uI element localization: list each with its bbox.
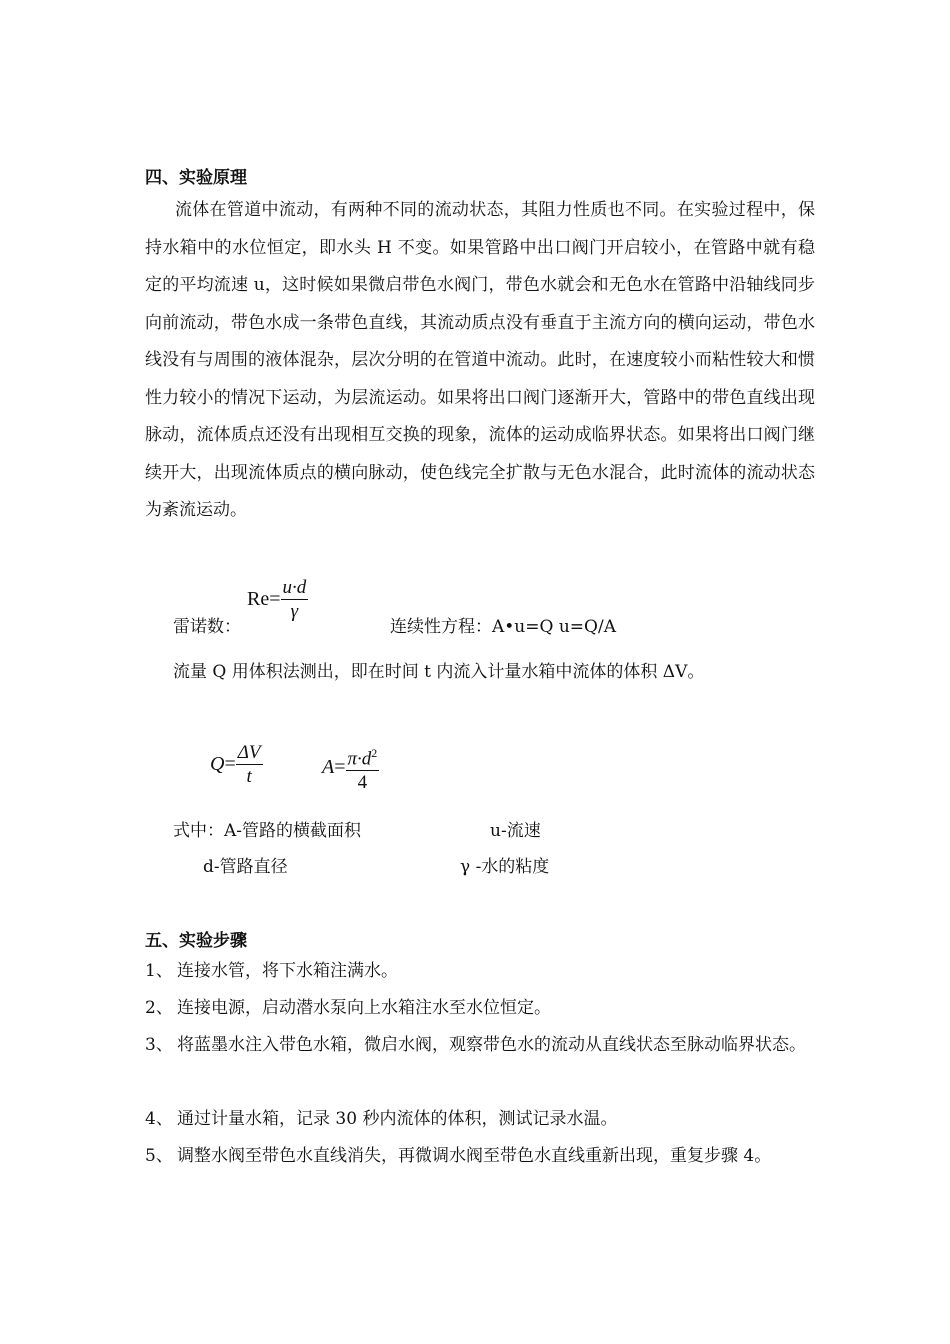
legend-viscosity: γ -水的粘度 bbox=[460, 857, 550, 877]
a-equals: = bbox=[334, 756, 346, 779]
step-number: 5、 bbox=[145, 1146, 173, 1166]
q-symbol: Q bbox=[210, 753, 225, 775]
a-symbol: A bbox=[322, 756, 335, 779]
principle-paragraph: 流体在管道中流动，有两种不同的流动状态，其阻力性质也不同。在实验过程中，保持水箱中的水位恒定，即水头 H 不变。如果管路中出口阀门开启较小，在管路中就有稳定的平均流速 u，这时候如果微启带色水阀门，带色水就会和无色水在管路中沿轴线同步向前流动，带色水成一条带色直线，其流动质点没有垂直于主流方向的横向运动，带色水线没有与周围的液体混杂，层次分明的在管道中流动。此时，在速度较小而粘性较大和惯性力较小的情况下运动，为层流运动。如果将出口阀门逐渐开大，管路中的带色直线出现脉动，流体质点还没有出现相互交换的现象，流体的运动成临界状态。如果将出口阀门继续开大，出现流体质点的横向脉动，使色线完全扩散与无色水混合，此时流体的流动状态为紊流运动。 bbox=[145, 200, 815, 520]
step-number: 2、 bbox=[145, 998, 173, 1018]
q-denominator: t bbox=[246, 766, 252, 787]
flow-measurement-line: 流量 Q 用体积法测出，即在时间 t 内流入计量水箱中流体的体积 ΔV。 bbox=[173, 662, 705, 682]
re-equals: = bbox=[269, 588, 281, 610]
legend-diameter: d-管路直径 bbox=[203, 857, 288, 877]
step-item bbox=[145, 1101, 810, 1139]
reynolds-formula bbox=[247, 577, 308, 624]
re-fraction bbox=[281, 577, 309, 624]
q-formula bbox=[210, 742, 263, 789]
step-text: 连接水管，将下水箱注满水。 bbox=[177, 961, 398, 981]
step-text: 连接电源，启动潜水泵向上水箱注水至水位恒定。 bbox=[177, 998, 551, 1018]
step-number: 1、 bbox=[145, 961, 173, 981]
reynolds-label: 雷诺数： bbox=[173, 617, 241, 637]
re-denominator: γ bbox=[290, 601, 299, 622]
q-fraction bbox=[236, 742, 263, 789]
a-numerator: π·d bbox=[347, 748, 372, 770]
section-heading-steps: 五、实验步骤 bbox=[145, 931, 247, 951]
re-numerator: u·d bbox=[282, 577, 307, 598]
a-numerator-wrap bbox=[346, 742, 380, 771]
a-denominator: 4 bbox=[357, 772, 368, 794]
continuity-equation: 连续性方程：A•u=Q u=Q/A bbox=[390, 617, 616, 637]
legend-area: 式中：A-管路的横截面积 bbox=[173, 821, 362, 841]
q-equals: = bbox=[224, 753, 236, 775]
step-text: 通过计量水箱，记录 30 秒内流体的体积，测试记录水温。 bbox=[177, 1109, 618, 1129]
a-exponent: 2 bbox=[371, 746, 378, 760]
step-number: 3、 bbox=[145, 1035, 173, 1055]
step-item bbox=[145, 990, 810, 1028]
a-fraction bbox=[346, 742, 380, 795]
q-numerator: ΔV bbox=[237, 742, 261, 763]
step-number: 4、 bbox=[145, 1109, 173, 1129]
step-item bbox=[145, 953, 810, 991]
a-formula bbox=[322, 742, 379, 795]
step-text: 调整水阀至带色水直线消失，再微调水阀至带色水直线重新出现，重复步骤 4。 bbox=[177, 1146, 772, 1166]
step-item bbox=[145, 1027, 810, 1065]
re-symbol: Re bbox=[247, 588, 270, 610]
section-heading-principle: 四、实验原理 bbox=[145, 168, 247, 188]
step-text: 将蓝墨水注入带色水箱，微启水阀，观察带色水的流动从直线状态至脉动临界状态。 bbox=[177, 1035, 806, 1055]
legend-velocity: u-流速 bbox=[490, 821, 541, 841]
step-item bbox=[145, 1138, 810, 1176]
